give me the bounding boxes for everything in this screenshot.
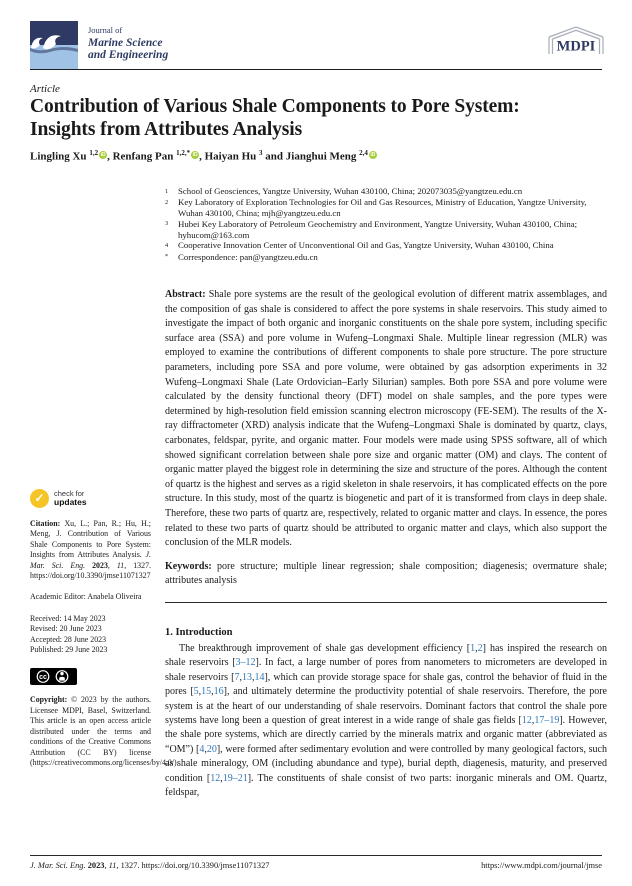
section-divider xyxy=(165,602,607,603)
text-segment: , xyxy=(475,642,478,654)
citation-ref[interactable]: 20 xyxy=(206,743,217,755)
journal-wave-logo xyxy=(30,21,78,69)
author-affil-sup: 2,4 xyxy=(359,149,368,157)
affiliation-row xyxy=(165,197,597,219)
citation-ref[interactable]: 12 xyxy=(521,714,532,726)
text-segment: , xyxy=(107,560,117,570)
affiliation-row xyxy=(165,240,597,251)
check-for-updates-badge[interactable] xyxy=(30,489,151,508)
orcid-icon[interactable]: iD xyxy=(100,151,106,158)
text-segment: 11 xyxy=(108,861,117,870)
published-date: Published: 29 June 2023 xyxy=(30,645,108,655)
text-segment: J. Mar. Sci. Eng. xyxy=(30,861,88,870)
affiliation-row xyxy=(165,186,597,197)
text-segment: , xyxy=(220,772,223,784)
citation-ref[interactable]: 19–21 xyxy=(222,772,248,784)
article-meta-sidebar xyxy=(30,489,179,768)
text-segment: Citation: xyxy=(30,519,65,528)
section-heading-introduction: 1. Introduction xyxy=(165,626,233,638)
author-name: Jianghui Meng xyxy=(285,150,357,163)
citation-ref[interactable]: 1 xyxy=(470,642,476,654)
affiliation-row xyxy=(165,219,597,241)
citation-block xyxy=(30,519,151,581)
text-segment: , xyxy=(104,861,109,870)
affiliation-text: Cooperative Innovation Center of Unconventional Oil and Gas, Yangtze University, Wuhan 430100, China xyxy=(178,240,554,251)
footer-divider xyxy=(30,855,602,856)
text-segment: J. Mar. Sci. Eng. xyxy=(30,550,151,570)
text-segment: 11 xyxy=(116,560,125,570)
introduction-paragraph xyxy=(165,642,607,800)
affiliation-text: School of Geosciences, Yangtze University, Wuhan 430100, China; 202073035@yangtzeu.edu.cn xyxy=(178,186,523,196)
keywords-paragraph xyxy=(165,560,607,589)
citation-ref[interactable]: 3–12 xyxy=(235,657,256,669)
orcid-icon[interactable]: iD xyxy=(370,151,376,158)
author-name: Renfang Pan xyxy=(112,150,174,163)
accepted-date: Accepted: 28 June 2023 xyxy=(30,634,107,644)
text-segment: 2023 xyxy=(87,861,105,870)
correspondence-text: Correspondence: pan@yangtzeu.edu.cn xyxy=(178,251,318,262)
footer xyxy=(30,861,602,870)
citation-ref[interactable]: 17–19 xyxy=(534,714,560,726)
journal-name-prefix: Journal of xyxy=(88,25,123,35)
citation-ref[interactable]: 7 xyxy=(234,671,240,683)
keywords-label: Keywords: xyxy=(165,560,218,572)
text-segment: , xyxy=(211,686,214,698)
revised-date: Revised: 20 June 2023 xyxy=(30,624,102,634)
author-affil-sup: 3 xyxy=(259,149,263,157)
text-segment: , xyxy=(198,686,202,698)
author-affil-sup: 1,2,* xyxy=(176,149,191,157)
correspondence-row xyxy=(165,252,597,263)
text-segment: , xyxy=(251,671,255,683)
mdpi-wordmark: MDPI xyxy=(556,38,596,55)
text-segment: Copyright: xyxy=(30,695,72,705)
text-segment: 2023 xyxy=(92,560,108,570)
keywords-text: pore structure; multiple linear regression; shale composition; diagenesis; overmature shale; attributes analysis xyxy=(165,560,607,587)
text-segment: ]. However, the shale pore systems, which are directly carried by the minerals matrix and organic matter (abbreviated as “OM”) [ xyxy=(165,714,607,755)
text-segment: , xyxy=(204,743,207,755)
text-segment: , 1327. https://doi.org/10.3390/jmse11071327 xyxy=(30,560,151,581)
text-segment: The breakthrough improvement of shale gas development efficiency [ xyxy=(179,642,471,654)
text-segment: ] has inspired the research on shale reservoirs [ xyxy=(165,642,607,669)
citation-ref[interactable]: 5 xyxy=(193,686,199,698)
author-separator: and xyxy=(262,150,286,163)
affiliation-marker: 2 xyxy=(165,198,169,206)
text-segment: ], which can provide storage space for shale gas, control the behavior of fluid in the pores [ xyxy=(165,671,607,698)
check-badge-line1: check for xyxy=(54,489,85,498)
text-segment: © 2023 by the authors. Licensee MDPI, Basel, Switzerland. This article is an open access article distributed under the terms and conditions of the Creative Commons Attribution (CC BY) license (https://creativecommons.org/licenses/by/4.0/). xyxy=(30,695,179,767)
journal-name-line1: Marine Science xyxy=(88,36,163,49)
svg-text:cc: cc xyxy=(39,674,47,682)
article-type-label: Article xyxy=(30,83,60,95)
page-title-line2: Insights from Attributes Analysis xyxy=(30,118,303,140)
text-segment: ]. The constituents of shale consist of two parts: inorganic minerals and OM. Quartz, feldspar, xyxy=(165,772,608,799)
citation-ref[interactable]: 13 xyxy=(241,671,252,683)
author-name: Haiyan Hu xyxy=(204,150,257,163)
journal-name-line2: and Engineering xyxy=(88,49,169,62)
copyright-block xyxy=(30,695,179,768)
page-title xyxy=(30,96,600,141)
citation-ref[interactable]: 12 xyxy=(210,772,221,784)
cc-by-license-badge[interactable] xyxy=(30,668,77,685)
citation-ref[interactable]: 15 xyxy=(201,686,212,698)
author-name: Lingling Xu xyxy=(30,150,87,163)
authors-line xyxy=(30,149,600,163)
abstract-label: Abstract: xyxy=(165,289,209,301)
text-segment: ], were formed after sedimentary evolution and were controlled by many geological factors, such as shale mineralogy, OM (including abundance and type), burial depth, diagenesis, maturity, and preserved condition [ xyxy=(165,743,607,784)
citation-ref[interactable]: 14 xyxy=(254,671,265,683)
affiliation-marker: 1 xyxy=(165,187,169,195)
journal-name xyxy=(88,26,168,62)
received-date: Received: 14 May 2023 xyxy=(30,613,106,623)
academic-editor-line: Academic Editor: Anabela Oliveira xyxy=(30,592,142,602)
text-segment: , xyxy=(531,714,535,726)
check-badge-line2: updates xyxy=(54,497,87,507)
text-segment: ]. In fact, a large number of pores from nanometers to micrometers are developed in shale reservoirs [ xyxy=(165,657,607,683)
page-title-line1: Contribution of Various Shale Components to Pore System: xyxy=(30,96,520,117)
dates-block xyxy=(30,614,151,656)
affiliation-marker: 4 xyxy=(165,241,169,249)
affiliation-marker: 3 xyxy=(165,220,169,228)
main-column xyxy=(165,186,607,800)
affiliation-text: Key Laboratory of Exploration Technologies for Oil and Gas Resources, Ministry of Education, Yangtze University, Wuhan 430100, China; mjh@yangtzeu.edu.cn xyxy=(178,197,587,219)
citation-ref[interactable]: 16 xyxy=(213,686,224,698)
text-segment: ], and ultimately determine the productivity potential of shale reservoirs. Therefore, the pore system is at the heart of our understanding of shale reservoirs. Dominant factors that control the shale pore systems have long been a question of great interest in a wide range of shale gas fields [ xyxy=(165,686,607,726)
author-affil-sup: 1,2 xyxy=(89,149,99,157)
abstract-text: Shale pore systems are the result of the geological evolution of different matrix assemblages, and the composition of gas shale is considered to affect the pore systems in shale reservoirs. This study aimed to investigate the impact of both organic and inorganic constituents on the shale pore system, including specific surface area (SSA) and pore volume in Wufeng–Longmaxi Shale. Multiple linear regression (MLR) was employed to examine the contributions of different components to shale pore structure. The pore structure parameters, including pore SSA and pore volume, were obtained by gas adsorption experiments in 32 Wufeng–Longmaxi Shale (Late Ordovician–Early Silurian) samples. Both pore SSA and pore volume were calculated by the density functional theory (DFT) model on shale samples, and the pore types were determined by high-resolution field emission scanning electron microscopy (FE-SEM). The results of the X-ray diffractometer (XRD) analysis indicate that the Wufeng–Longmaxi Shale is dominated by quartz, clays, carbonates, feldspar, pyrite, and organic matter. Four models were made using SPSS software, all of which showed significant correlation between shale pore size and organic matter (OM) and clays. The content of organic matter played the biggest role in determining the size and structure of the pores. Although the content of quartz is the highest and serves as a rigid skeleton in shale reservoirs, it has complicated effects on the pore structure. In this study, most of the quartz is biogenetic and part of it is transformed from clays in deep shale. Therefore, these two parts of quartz are, respectively, related to organic matter and clays. In essence, the pores related to these two parts of quartz should be attributed to organic matter and clays, which also support the conclusion of the MLR models. xyxy=(165,289,607,549)
citation-ref[interactable]: 4 xyxy=(199,743,205,755)
text-segment: , xyxy=(239,671,242,683)
correspondence-marker: * xyxy=(165,253,169,261)
text-segment: Xu, L.; Pan, R.; Hu, H.; Meng, J. Contribution of Various Shale Components to Pore System: Insights from Attributes Analysis. xyxy=(30,519,151,560)
footer-journal-url: https://www.mdpi.com/journal/jmse xyxy=(481,861,602,870)
abstract-paragraph xyxy=(165,288,607,551)
affiliation-text: Hubei Key Laboratory of Petroleum Geochemistry and Environment, Yangtze University, Wuhan 430100, China; hyhucom@163.com xyxy=(178,218,578,240)
author-separator: , xyxy=(107,150,113,163)
orcid-icon[interactable]: iD xyxy=(192,151,198,158)
footer-citation xyxy=(30,861,269,870)
citation-ref[interactable]: 2 xyxy=(477,642,483,654)
header-divider xyxy=(30,69,602,70)
check-icon: ✓ xyxy=(30,489,49,508)
mdpi-logo xyxy=(546,24,606,62)
text-segment: , 1327. https://doi.org/10.3390/jmse11071327 xyxy=(116,861,270,870)
author-separator: , xyxy=(199,150,205,163)
